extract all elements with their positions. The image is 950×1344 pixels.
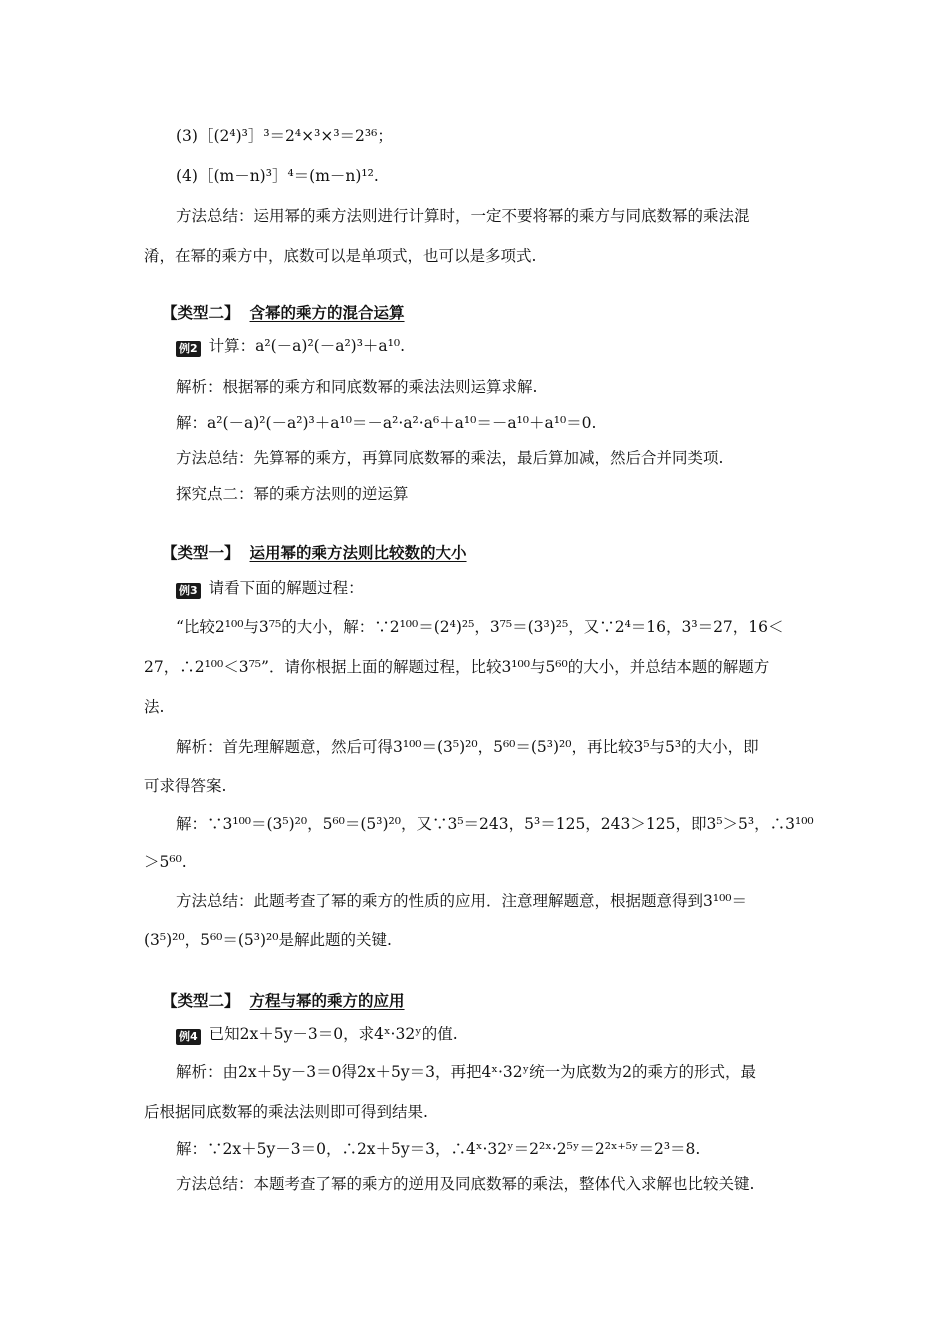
example-badge: 例2 — [176, 341, 201, 357]
example-text: 计算：a²(－a)²(－a²)³＋a¹⁰. — [208, 337, 406, 355]
section-heading — [162, 301, 405, 323]
method-summary-line: 淆，在幂的乘方中，底数可以是单项式，也可以是多项式. — [144, 247, 537, 265]
type-title: 含幂的乘方的混合运算 — [249, 303, 405, 322]
solution-text: 解：a²(－a)²(－a²)³＋a¹⁰＝－a²·a²·a⁶＋a¹⁰＝－a¹⁰＋a¹⁰＝0. — [176, 414, 597, 432]
type-label: 【类型二】 — [162, 303, 240, 322]
example-text: 请看下面的解题过程： — [208, 579, 364, 597]
type-title: 运用幂的乘方法则比较数的大小 — [249, 543, 467, 562]
analysis-text: 解析：根据幂的乘方和同底数幂的乘法法则运算求解. — [176, 378, 538, 396]
question-line: 27，∴2¹⁰⁰＜3⁷⁵”．请你根据上面的解题过程，比较3¹⁰⁰与5⁶⁰的大小，并总结本题的解题方 — [144, 658, 770, 676]
analysis-text: 可求得答案. — [144, 777, 227, 795]
example-2-prompt — [176, 334, 405, 356]
method-summary-line: (3⁵)²⁰，5⁶⁰＝(5³)²⁰是解此题的关键. — [144, 931, 392, 949]
solution-text: 解：∵2x＋5y－3＝0，∴2x＋5y＝3，∴4ˣ·32ʸ＝2²ˣ·2⁵ʸ＝2²ˣ⁺⁵ʸ＝2³＝8. — [176, 1140, 701, 1158]
section-heading — [162, 541, 467, 563]
example-4-prompt — [176, 1022, 458, 1044]
analysis-text: 后根据同底数幂的乘法法则即可得到结果. — [144, 1103, 428, 1121]
question-line: 法. — [144, 698, 165, 716]
analysis-text: 解析：由2x＋5y－3＝0得2x＋5y＝3，再把4ˣ·32ʸ统一为底数为2的乘方的形式，最 — [176, 1063, 757, 1081]
analysis-text: 解析：首先理解题意，然后可得3¹⁰⁰＝(3⁵)²⁰，5⁶⁰＝(5³)²⁰，再比较3⁵与5³的大小，即 — [176, 738, 759, 756]
section-heading — [162, 989, 405, 1011]
exploration-point: 探究点二：幂的乘方法则的逆运算 — [176, 485, 409, 503]
question-line: “比较2¹⁰⁰与3⁷⁵的大小，解：∵2¹⁰⁰＝(2⁴)²⁵，3⁷⁵＝(3³)²⁵，又∵2⁴＝16，3³＝27，16＜ — [176, 618, 784, 636]
example-badge: 例3 — [176, 583, 201, 599]
type-label: 【类型一】 — [162, 543, 240, 562]
example-3-prompt — [176, 576, 364, 598]
example-text: 已知2x＋5y－3＝0，求4ˣ·32ʸ的值. — [208, 1025, 458, 1043]
equation-4: (4)［(m－n)³］⁴＝(m－n)¹². — [176, 167, 379, 185]
solution-text: 解：∵3¹⁰⁰＝(3⁵)²⁰，5⁶⁰＝(5³)²⁰，又∵3⁵＝243，5³＝125，243＞125，即3⁵＞5³，∴3¹⁰⁰ — [176, 815, 814, 833]
solution-text: ＞5⁶⁰. — [144, 853, 187, 871]
method-summary-line: 方法总结：本题考查了幂的乘方的逆用及同底数幂的乘法，整体代入求解也比较关键. — [176, 1175, 755, 1193]
method-summary-line: 方法总结：运用幂的乘方法则进行计算时，一定不要将幂的乘方与同底数幂的乘法混 — [176, 207, 750, 225]
example-badge: 例4 — [176, 1029, 201, 1045]
equation-3: (3)［(2⁴)³］³＝2⁴×³×³＝2³⁶； — [176, 127, 393, 145]
type-label: 【类型二】 — [162, 991, 240, 1010]
method-summary-line: 方法总结：此题考查了幂的乘方的性质的应用．注意理解题意，根据题意得到3¹⁰⁰＝ — [176, 892, 748, 910]
type-title: 方程与幂的乘方的应用 — [249, 991, 405, 1010]
method-summary-line: 方法总结：先算幂的乘方，再算同底数幂的乘法，最后算加减，然后合并同类项. — [176, 449, 724, 467]
